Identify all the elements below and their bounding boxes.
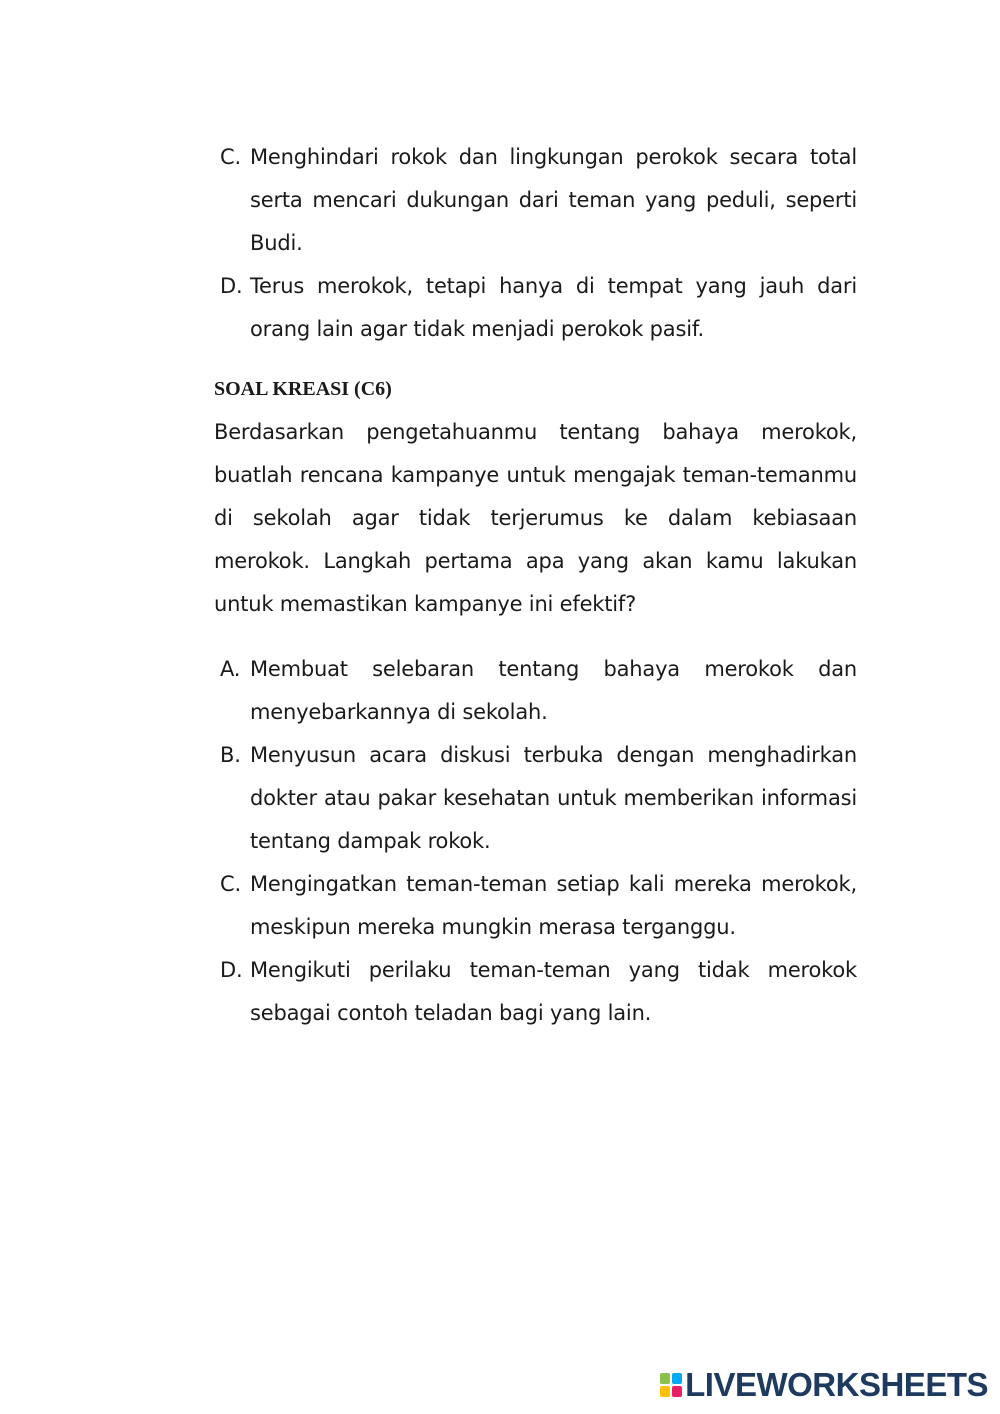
option-letter: D.: [220, 274, 243, 298]
option-letter: B.: [220, 743, 241, 767]
liveworksheets-logo-icon: [660, 1373, 682, 1397]
option-letter: D.: [220, 958, 243, 982]
option-c[interactable]: [214, 863, 857, 949]
liveworksheets-logo[interactable]: [660, 1366, 988, 1404]
section-title: SOAL KREASI (C6): [214, 378, 392, 400]
option-text: Menghindari rokok dan lingkungan perokok secara total serta mencari dukungan dari teman yang peduli, seperti Budi.: [250, 145, 857, 255]
option-text: Mengingatkan teman-teman setiap kali mereka merokok, meskipun mereka mungkin merasa terganggu.: [250, 872, 857, 939]
logo-square-yellow: [660, 1386, 670, 1397]
option-letter: C.: [220, 145, 241, 169]
option-d-top[interactable]: [214, 265, 857, 351]
option-d[interactable]: [214, 949, 857, 1035]
option-letter: C.: [220, 872, 241, 896]
brand-name: LIVEWORKSHEETS: [685, 1366, 988, 1403]
option-text: Mengikuti perilaku teman-teman yang tidak merokok sebagai contoh teladan bagi yang lain.: [250, 958, 857, 1025]
logo-square-green: [660, 1373, 670, 1384]
option-text: Menyusun acara diskusi terbuka dengan menghadirkan dokter atau pakar kesehatan untuk memberikan informasi tentang dampak rokok.: [250, 743, 857, 853]
question-text: Berdasarkan pengetahuanmu tentang bahaya merokok, buatlah rencana kampanye untuk mengajak teman-temanmu di sekolah agar tidak terjerumus ke dalam kebiasaan merokok. Langkah pertama apa yang akan kamu lakukan untuk memastikan kampanye ini efektif?: [214, 420, 857, 616]
option-text: Terus merokok, tetapi hanya di tempat yang jauh dari orang lain agar tidak menjadi perokok pasif.: [250, 274, 857, 341]
logo-square-pink: [672, 1386, 682, 1397]
option-letter: A.: [220, 657, 241, 681]
option-a[interactable]: [214, 648, 857, 734]
option-text: Membuat selebaran tentang bahaya merokok dan menyebarkannya di sekolah.: [250, 657, 857, 724]
option-b[interactable]: [214, 734, 857, 863]
worksheet-content: [214, 136, 857, 1035]
option-c-top[interactable]: [214, 136, 857, 265]
logo-square-blue: [672, 1373, 682, 1384]
